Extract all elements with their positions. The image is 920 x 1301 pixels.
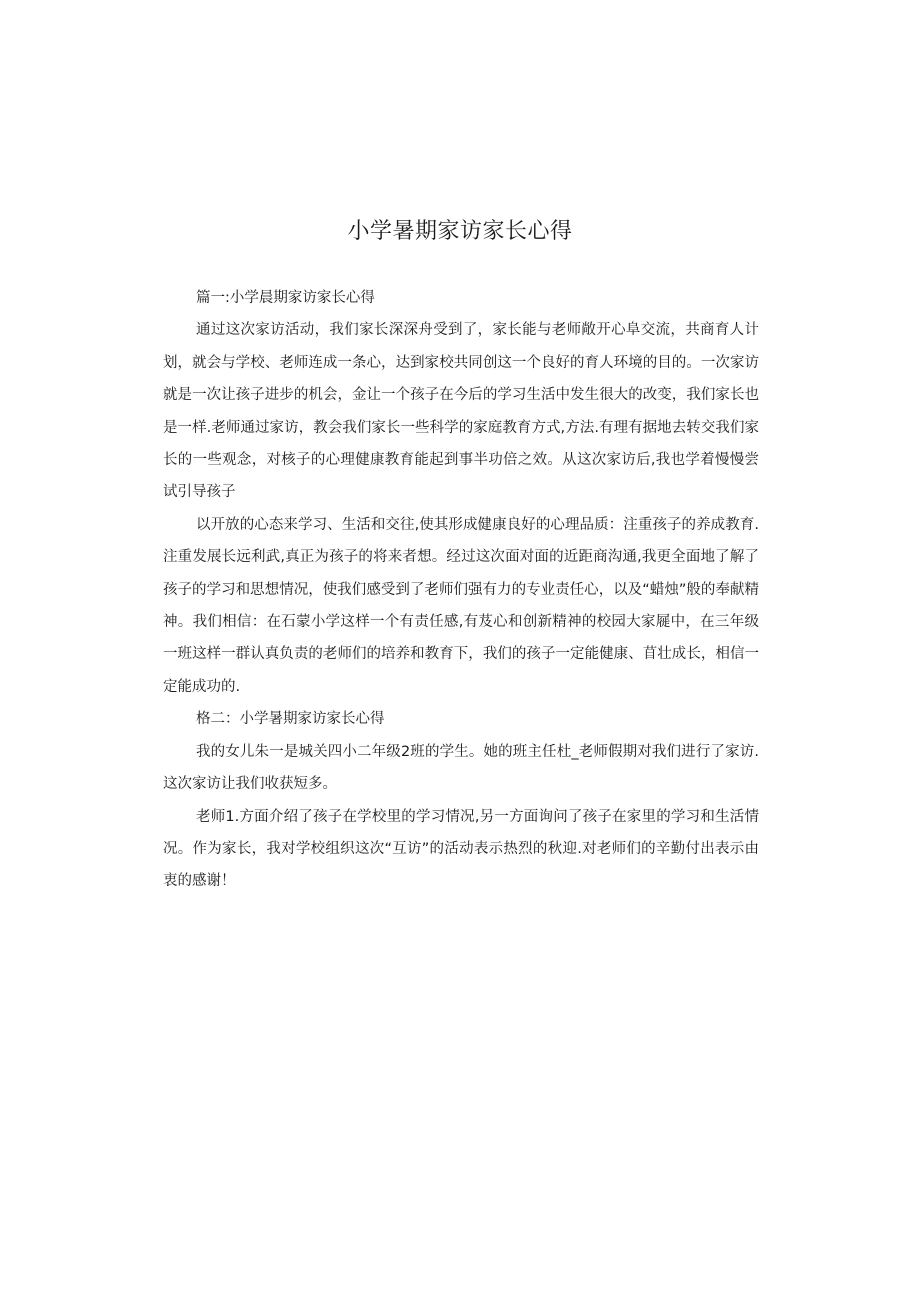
document-body <box>163 282 759 898</box>
body-paragraph: 通过这次家访活动，我们家长深深舟受到了，家长能与老师敞开心阜交流，共商育人计划，就会与学校、老师连成一条心，达到家校共同创这一个良好的育人环境的目的。一次家访就是一次让孩子进步的机会，金让一个孩子在今后的学习生活中发生很大的改变，我们家长也是一样.老师通过家访，教会我们家长一些科学的家庭教育方式,方法.有理有据地去转交我们家长的一些观念，对核子的心理健康教育能起到事半功倍之效。从这次家访后,我也学着慢慢尝试引导孩子 <box>163 322 759 501</box>
section-heading-2: 格二：小学暑期家访家长心得 <box>196 711 385 728</box>
body-paragraph: 老师1.方面介绍了孩子在学校里的学习情况,另一方面询问了孩子在家里的学习和生活情况。作为家长，我对学校组织这次“互访”的活动表示热烈的秋迎.对老师们的辛勤付出表示由衷的感谢！ <box>163 808 759 890</box>
body-paragraph: 我的女儿朱一是城关四小二年级2班的学生。她的班主任杜_老师假期对我们进行了家访.这次家访让我们收获短多。 <box>163 743 759 793</box>
document-title: 小学暑期家访家长心得 <box>347 219 573 244</box>
section-heading-1: 篇一:小学晨期家访家长心得 <box>196 290 375 306</box>
body-paragraph: 以开放的心态来学习、生活和交往,使其形成健康良好的心理品质：注重孩子的养成教育.注重发展长远利武,真正为孩子的将来者想。经过这次面对面的近距商沟通,我更全面地了解了孩子的学习和思想情况，使我们感受到了老师们强有力的专业责任心，以及“蜡烛”般的奉献精神。我们相信：在石蒙小学这样一个有责任感,有芨心和创新精神的校园大家屣中，在三年级一班这样一群认真负责的老师们的培养和教育下，我们的孩子一定能健康、苜壮成长，相信一定能成功的. <box>163 516 759 695</box>
